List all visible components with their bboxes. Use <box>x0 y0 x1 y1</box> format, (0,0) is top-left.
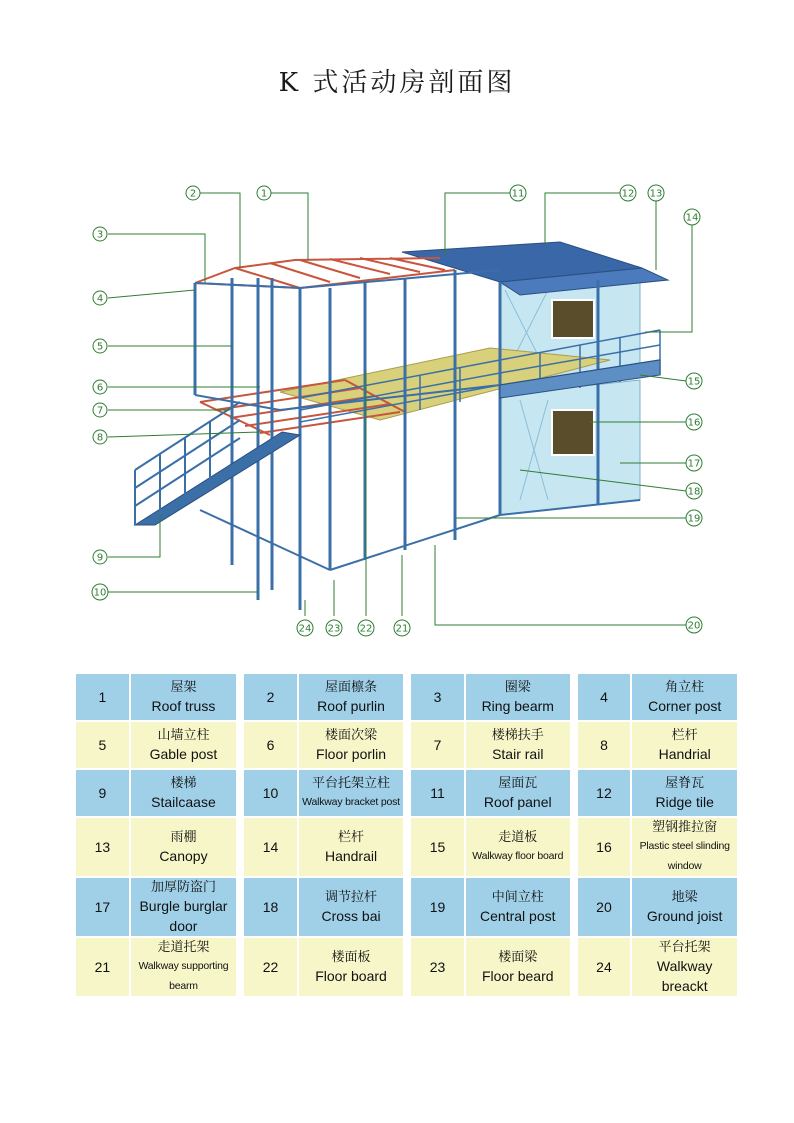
legend-en: Walkway supporting bearm <box>138 960 229 992</box>
legend-en: Roof purlin <box>317 698 385 714</box>
legend-item <box>630 770 737 816</box>
legend-cn: 走道板 <box>498 829 538 844</box>
legend-en: Burgle burglar door <box>139 898 228 934</box>
legend-cn: 地梁 <box>671 889 698 904</box>
legend-num: 10 <box>244 770 297 816</box>
house-section-diagram <box>0 170 794 640</box>
legend-num: 21 <box>76 938 129 996</box>
legend-item <box>297 770 411 816</box>
legend-cn: 栏杆 <box>671 727 698 742</box>
legend-num: 5 <box>76 722 129 768</box>
legend-item <box>129 674 244 720</box>
callout-8 <box>93 430 107 444</box>
legend-en: Corner post <box>648 698 722 714</box>
svg-text:7: 7 <box>96 405 104 417</box>
legend-en: Cross bai <box>321 908 381 924</box>
legend-num: 4 <box>578 674 631 720</box>
svg-text:18: 18 <box>687 486 701 498</box>
legend-cn: 楼梯 <box>170 775 197 790</box>
legend-cn: 圈梁 <box>504 679 531 694</box>
legend-item <box>297 938 411 996</box>
legend-cn: 楼面板 <box>331 949 371 964</box>
legend-item <box>464 770 578 816</box>
legend-en: Canopy <box>159 848 208 864</box>
legend-num: 13 <box>76 818 129 876</box>
callout-13 <box>648 185 664 201</box>
legend-en: Floor porlin <box>316 746 387 762</box>
legend-en: Plastic steel slinding window <box>639 840 730 872</box>
legend-cn: 楼面梁 <box>498 949 538 964</box>
legend-en: Stair rail <box>492 746 544 762</box>
lower-window <box>552 410 594 455</box>
svg-text:8: 8 <box>96 432 104 444</box>
callout-17 <box>686 455 702 471</box>
legend-en: Ground joist <box>646 908 723 924</box>
svg-text:14: 14 <box>685 212 699 224</box>
legend-item <box>129 722 244 768</box>
legend-en: Roof panel <box>483 794 552 810</box>
callout-6 <box>93 380 107 394</box>
legend-item <box>129 770 244 816</box>
svg-text:23: 23 <box>327 623 341 635</box>
legend-item <box>297 878 411 936</box>
svg-text:1: 1 <box>260 188 268 200</box>
svg-text:20: 20 <box>687 620 701 632</box>
callout-3 <box>93 227 107 241</box>
legend-cn: 角立柱 <box>665 679 705 694</box>
legend-cn: 平台托架立柱 <box>312 775 391 790</box>
legend-num: 19 <box>411 878 464 936</box>
svg-text:15: 15 <box>687 376 701 388</box>
legend-num: 11 <box>411 770 464 816</box>
legend-en: Ring bearm <box>481 698 554 714</box>
svg-text:17: 17 <box>687 458 701 470</box>
legend-cn: 屋面瓦 <box>498 775 538 790</box>
svg-text:22: 22 <box>359 623 373 635</box>
legend-num: 6 <box>244 722 297 768</box>
callout-10 <box>92 584 108 600</box>
stair-rail <box>135 402 240 525</box>
legend-row <box>76 770 737 816</box>
callout-23 <box>326 620 342 636</box>
legend-num: 17 <box>76 878 129 936</box>
legend-cn: 山墙立柱 <box>157 727 210 742</box>
legend-row <box>76 878 737 936</box>
callout-15 <box>686 373 702 389</box>
legend-en: Walkway floor board <box>472 850 564 862</box>
legend-item <box>630 938 737 996</box>
legend-en: Gable post <box>149 746 218 762</box>
svg-text:16: 16 <box>687 417 701 429</box>
legend-num: 15 <box>411 818 464 876</box>
callout-11 <box>510 185 526 201</box>
legend-item <box>297 674 411 720</box>
legend-row <box>76 818 737 876</box>
legend-cn: 调节拉杆 <box>325 889 378 904</box>
legend-cn: 塑钢推拉窗 <box>652 819 718 834</box>
legend-item <box>464 674 578 720</box>
legend-item <box>464 878 578 936</box>
legend-cn: 楼面次梁 <box>325 727 378 742</box>
legend-row <box>76 938 737 996</box>
legend-cn: 中间立柱 <box>491 889 544 904</box>
legend-en: Stailcaase <box>151 794 216 810</box>
legend-cn: 屋面檩条 <box>325 679 378 694</box>
svg-text:3: 3 <box>96 229 104 241</box>
svg-text:6: 6 <box>96 382 104 394</box>
callout-22 <box>358 620 374 636</box>
callout-16 <box>686 414 702 430</box>
svg-text:19: 19 <box>687 513 701 525</box>
legend-en: Walkway bracket post <box>302 796 400 808</box>
svg-text:10: 10 <box>93 587 107 599</box>
legend-item <box>129 818 244 876</box>
legend-item <box>297 818 411 876</box>
legend-en: Floor board <box>315 968 387 984</box>
legend-num: 14 <box>244 818 297 876</box>
svg-text:12: 12 <box>621 188 635 200</box>
legend-num: 24 <box>578 938 631 996</box>
legend-item <box>464 938 578 996</box>
legend-en: Floor beard <box>481 968 554 984</box>
svg-text:2: 2 <box>189 188 197 200</box>
callout-9 <box>93 550 107 564</box>
legend-num: 8 <box>578 722 631 768</box>
svg-text:13: 13 <box>649 188 663 200</box>
legend-num: 20 <box>578 878 631 936</box>
callout-20 <box>686 617 702 633</box>
callout-2 <box>186 186 200 200</box>
legend-cn: 楼梯扶手 <box>491 727 544 742</box>
legend-cn: 平台托架 <box>658 939 711 954</box>
callout-7 <box>93 403 107 417</box>
svg-text:4: 4 <box>96 293 104 305</box>
svg-text:24: 24 <box>298 623 312 635</box>
legend-num: 1 <box>76 674 129 720</box>
legend-num: 22 <box>244 938 297 996</box>
legend-cn: 雨棚 <box>170 829 197 844</box>
legend-item <box>630 878 737 936</box>
callout-14 <box>684 209 700 225</box>
legend-cn: 栏杆 <box>338 829 365 844</box>
svg-text:11: 11 <box>511 188 525 200</box>
callout-4 <box>93 291 107 305</box>
legend-item <box>129 938 244 996</box>
legend-en: Ridge tile <box>655 794 714 810</box>
legend-cn: 加厚防盗门 <box>150 879 216 894</box>
legend-item <box>297 722 411 768</box>
legend-num: 3 <box>411 674 464 720</box>
legend-num: 2 <box>244 674 297 720</box>
legend-item <box>129 878 244 936</box>
legend-item <box>630 674 737 720</box>
page-title: K 式活动房剖面图 <box>278 68 516 98</box>
legend-cn: 屋架 <box>170 679 197 694</box>
legend-en: Handrial <box>658 746 711 762</box>
legend-num: 7 <box>411 722 464 768</box>
legend-en: Handrail <box>324 848 378 864</box>
svg-text:5: 5 <box>96 341 104 353</box>
legend-num: 23 <box>411 938 464 996</box>
legend-num: 12 <box>578 770 631 816</box>
roof-trusses <box>195 258 455 288</box>
callout-5 <box>93 339 107 353</box>
legend-num: 16 <box>578 818 631 876</box>
legend-cn: 屋脊瓦 <box>665 775 705 790</box>
callout-12 <box>620 185 636 201</box>
legend-num: 18 <box>244 878 297 936</box>
legend-item <box>630 818 737 876</box>
legend-en: Central post <box>480 908 556 924</box>
legend-en: Roof truss <box>151 698 216 714</box>
legend-row <box>76 722 737 768</box>
legend-num: 9 <box>76 770 129 816</box>
callout-18 <box>686 483 702 499</box>
legend-item <box>464 818 578 876</box>
svg-text:9: 9 <box>96 552 104 564</box>
legend-item <box>630 722 737 768</box>
legend-row <box>76 674 737 720</box>
parts-legend-table <box>76 672 737 998</box>
upper-window <box>552 300 594 338</box>
callout-21 <box>394 620 410 636</box>
svg-text:21: 21 <box>395 623 409 635</box>
legend-en: Walkway breackt <box>656 958 713 994</box>
legend-item <box>464 722 578 768</box>
callout-24 <box>297 620 313 636</box>
callout-1 <box>257 186 271 200</box>
legend-cn: 走道托架 <box>157 939 210 954</box>
callout-19 <box>686 510 702 526</box>
